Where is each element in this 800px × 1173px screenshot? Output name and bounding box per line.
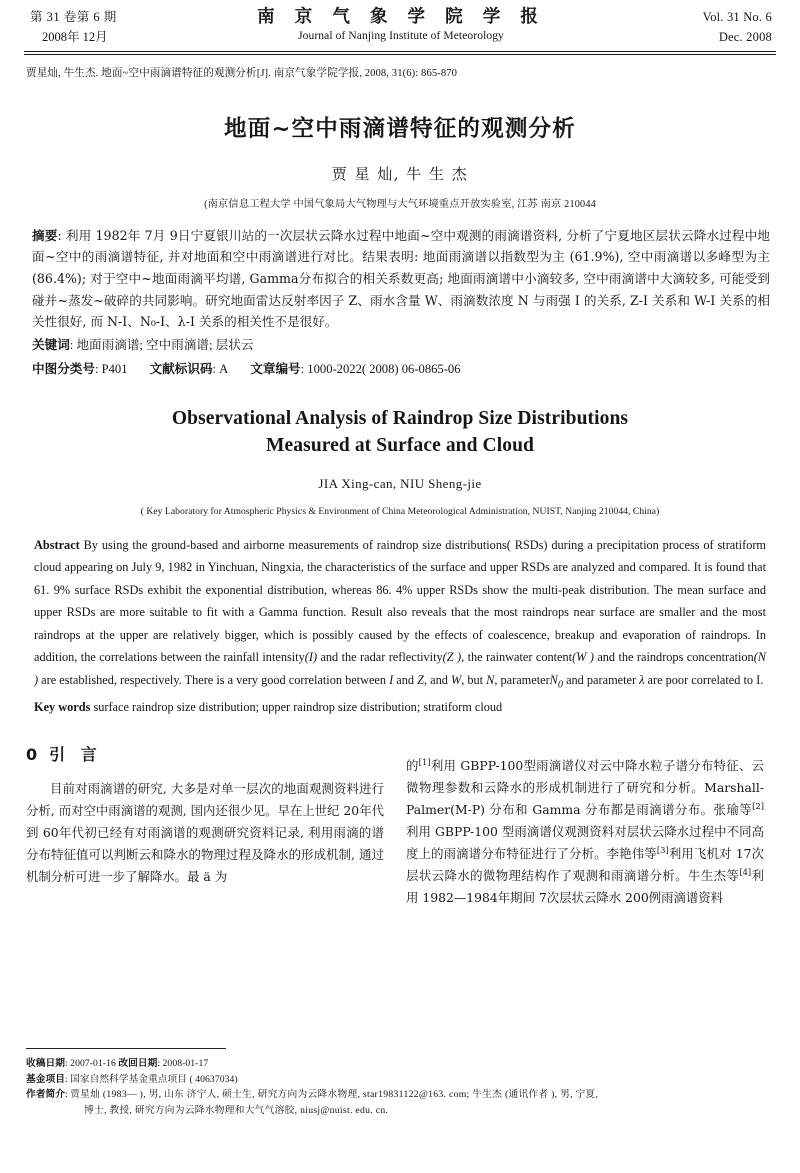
var-W: (W ) — [572, 650, 594, 665]
citation-ref-4[interactable]: [4] — [739, 867, 752, 877]
fund-value: 国家自然科学基金重点项目 ( 40637034) — [70, 1073, 238, 1085]
body-frag-3b: 利用飞机对 17次层状云降水的微物理结构作了观测和雨滴谱分析。牛生杰等 — [406, 846, 764, 884]
masthead-volume: 第 31 卷第 6 期 — [30, 10, 117, 24]
doc-code-label: 文献标识码 — [149, 361, 213, 376]
var-N-2: N — [486, 672, 495, 687]
var-N: (N ) — [34, 650, 766, 687]
masthead-volume-date — [26, 8, 220, 48]
clc-value: P401 — [101, 361, 128, 376]
affiliation-cn: (南京信息工程大学 中国气象局大气物理与大气环境重点开放实验室, 江苏 南京 210044 — [204, 198, 596, 210]
masthead-volume-en — [582, 8, 774, 48]
masthead-journal — [220, 7, 582, 42]
citation-ref-1[interactable]: [1] — [418, 756, 431, 767]
fund-label: 基金项目 — [26, 1073, 65, 1085]
var-Z-2: Z — [417, 672, 424, 687]
doc-code-group: 文献标识码: A — [149, 361, 229, 376]
footnote-author-cont — [26, 1103, 774, 1119]
article-id-label: 文章编号 — [250, 361, 301, 376]
var-W-2: W — [450, 672, 462, 687]
author-bio-value-2: 博士, 教授, 研究方向为云降水物理和大气气溶胶, niusj@nuist. edu. cn. — [84, 1105, 389, 1117]
var-I: (I) — [304, 650, 318, 665]
abstract-en-part10: and parameter — [563, 672, 640, 687]
keywords-cn-label: 关键词 — [32, 338, 70, 353]
footnote-fund: 基金项目: 国家自然科学基金重点项目 ( 40637034) — [26, 1073, 238, 1085]
abstract-en — [34, 534, 766, 695]
abstract-cn-label: 摘要 — [32, 227, 58, 243]
abstract-en-part6: and — [393, 672, 418, 687]
abstract-en-part11: are poor correlated to I. — [644, 672, 764, 687]
body-frag-4b: 利用 1982—1984年期间 7次层状云降水 200例雨滴谱资料 — [406, 868, 765, 906]
affiliation-en: ( Key Laboratory for Atmospheric Physics & Environment of China Meteorological Administration, NUIST, Nanjing 210044, China) — [140, 505, 660, 517]
citation-ref-3[interactable]: [3] — [656, 844, 669, 855]
page-title-en — [70, 406, 730, 458]
keywords-cn: 关键词: 地面雨滴谱; 空中雨滴谱; 层状云 — [32, 338, 254, 353]
body-columns — [26, 742, 778, 921]
page-title-cn: 地面~空中雨滴谱特征的观测分析 — [224, 115, 576, 142]
doc-code-value: A — [219, 361, 229, 376]
metadata-cn — [32, 359, 770, 381]
body-column-right — [406, 742, 764, 921]
section-number: 0 — [26, 745, 38, 765]
citation-ref-2[interactable]: [2] — [752, 800, 764, 811]
keywords-cn-value: 地面雨滴谱; 空中雨滴谱; 层状云 — [76, 338, 254, 353]
section-heading — [26, 742, 384, 765]
clc-group: 中图分类号: P401 — [32, 361, 128, 376]
body-column-left — [26, 742, 384, 921]
abstract-en-part4: and the raindrops concentration — [593, 650, 754, 665]
body-paragraph — [406, 755, 764, 910]
abstract-en-part3: , the rainwater content — [461, 650, 573, 665]
keywords-en — [34, 696, 766, 719]
var-lambda: λ — [639, 672, 645, 687]
masthead-date-cn: 2008年 12月 — [42, 29, 108, 44]
page-title-en-line2: Measured at Surface and Cloud — [266, 434, 534, 456]
page-title-en-line1: Observational Analysis of Raindrop Size Distributions — [171, 408, 629, 430]
revised-date: 2008-01-17 — [162, 1058, 209, 1069]
author-bio-value: 贾星灿 (1983— ), 男, 山东 济宁人, 硕士生, 研究方向为云降水物理, star19831122@163. com; 牛生杰 (通讯作者 ), 男, 宁夏, — [70, 1089, 599, 1101]
article-id-group: 文章编号: 1000-2022( 2008) 06-0865-06 — [250, 361, 461, 376]
var-N0: $N_0$ — [549, 672, 563, 691]
keywords-en-label: Key words — [34, 699, 91, 714]
var-I-2: I — [389, 672, 394, 687]
authors-en: JIA Xing-can, NIU Sheng-jie — [318, 475, 482, 491]
var-N0-subscript: 0 — [557, 679, 563, 691]
received-date: 2007-01-16 — [70, 1058, 116, 1069]
keywords-en-value: surface raindrop size distribution; upper raindrop size distribution; stratiform cloud — [93, 699, 503, 714]
footnote-author: 作者简介: 贾星灿 (1983— ), 男, 山东 济宁人, 硕士生, 研究方向为云降水物理, star19831122@163. com; 牛生杰 (通讯作者 ), 男, 宁夏, — [26, 1089, 599, 1101]
footnote-dates: 收稿日期: 2007-01-16 改回日期: 2008-01-17 — [26, 1058, 209, 1069]
abstract-cn-colon: : — [57, 227, 66, 243]
received-label: 收稿日期 — [26, 1058, 65, 1069]
body-frag-2b: 利用 GBPP-100 型雨滴谱仪观测资料对层状云降水过程中不同高度上的雨滴谱分布特征进行了分析。李艳伟等 — [406, 823, 764, 862]
abstract-en-label: Abstract — [34, 537, 80, 552]
authors-cn: 贾 星 灿, 牛 生 杰 — [331, 164, 469, 183]
masthead-divider — [24, 51, 776, 55]
clc-label: 中图分类号 — [32, 361, 95, 376]
abstract-en-body: By using the ground-based and airborne measurements of raindrop size distributions( RSDs) during a precipitation process of stratiform cloud appearing on July 9, 1982 in Yinchuan, Ningxia, the characteristics of the surface and upper RSDs are analyzed and compared. It is found that 61. 9% surface RSDs exhibit the exponential distribution, whereas 86. 4% upper RSDs show the multi-peak distribution. The mean surface and upper RSDs are more suitable to fit with a Gamma function. Result also reveals that the most raindrops near surface are smaller and the most raindrops at the upper are relatively bigger, which is possibly caused by the effects of coalescence, breakup and evaporation of raindrops. In addition, the correlations between the rainfall intensity — [34, 537, 766, 665]
section-title: 引 言 — [49, 745, 102, 765]
abstract-en-part8: , but — [461, 672, 487, 687]
abstract-cn — [32, 225, 770, 333]
var-Z: (Z ) — [442, 650, 462, 665]
abstract-en-part7: , and — [423, 672, 451, 687]
abstract-cn-body: 利用 1982年 7月 9日宁夏银川站的一次层状云降水过程中地面~空中观测的雨滴谱资料, 分析了宁夏地区层状云降水过程中地面~空中的雨滴谱特征, 并对地面和空中雨滴谱进行对比。结果表明: 地面雨滴谱以指数型为主 (61.9%), 空中雨滴谱以多峰型为主 (86.4%); 对于空中~地面雨滴平均谱, Gamma分布拟合的相关系数更高; 地面雨滴谱中小滴较多, 空中雨滴谱中大滴较多, 可能受到碰并~蒸发~破碎的共同影响。研究地面雷达反射率因子 Z、雨水含量 W、雨滴数浓度 N 与雨强 I 的关系, Z-I 关系和 W-I 关系的相关性很好, 而 N-I、N₀-I、λ-I 关系的相关性不是很好。 — [32, 227, 771, 330]
article-id-value: 1000-2022( 2008) 06-0865-06 — [307, 361, 461, 376]
abstract-en-part2: and the radar reflectivity — [317, 650, 443, 665]
abstract-en-part9: , parameter — [494, 672, 550, 687]
journal-name-cn: 南 京 气 象 学 院 学 报 — [257, 7, 545, 27]
masthead-volume-number: Vol. 31 No. 6 — [702, 10, 772, 24]
body-paragraph: 目前对雨滴谱的研究, 大多是对单一层次的地面观测资料进行分析, 而对空中雨滴谱的观测, 国内还很少见。早在上世纪 20年代到 60年代初已经有对雨滴谱的观测研究资料记录, 利用雨滴的谱分布特征值可以判断云和降水的物理过程及降水的形成机制, 通过机制分析可进一步了解降水。最 ä 为 — [26, 780, 384, 885]
body-frag-1b: 利用 GBPP-100型雨滴谱仪对云中降水粒子谱分布特征、云微物理参数和云降水的形成机制进行了研究和分析。Marshall-Palmer(M-P) 分布和 Gamma 分布都是雨滴谱分布。张瑜等 — [406, 757, 764, 817]
masthead-date-en: Dec. 2008 — [718, 29, 772, 44]
author-bio-label: 作者简介 — [26, 1089, 65, 1101]
masthead — [0, 0, 800, 48]
footnote-divider — [26, 1048, 226, 1049]
footnotes — [26, 1048, 774, 1119]
abstract-en-part5: are established, respectively. There is a very good correlation between — [38, 672, 390, 687]
journal-name-en: Journal of Nanjing Institute of Meteorology — [298, 29, 504, 42]
body-frag-1: 的 — [406, 757, 419, 773]
revised-label: 改回日期 — [118, 1058, 158, 1069]
citation-line: 贾星灿, 牛生杰. 地面~空中雨滴谱特征的观测分析[J]. 南京气象学院学报, 2008, 31(6): 865-870 — [26, 67, 458, 79]
